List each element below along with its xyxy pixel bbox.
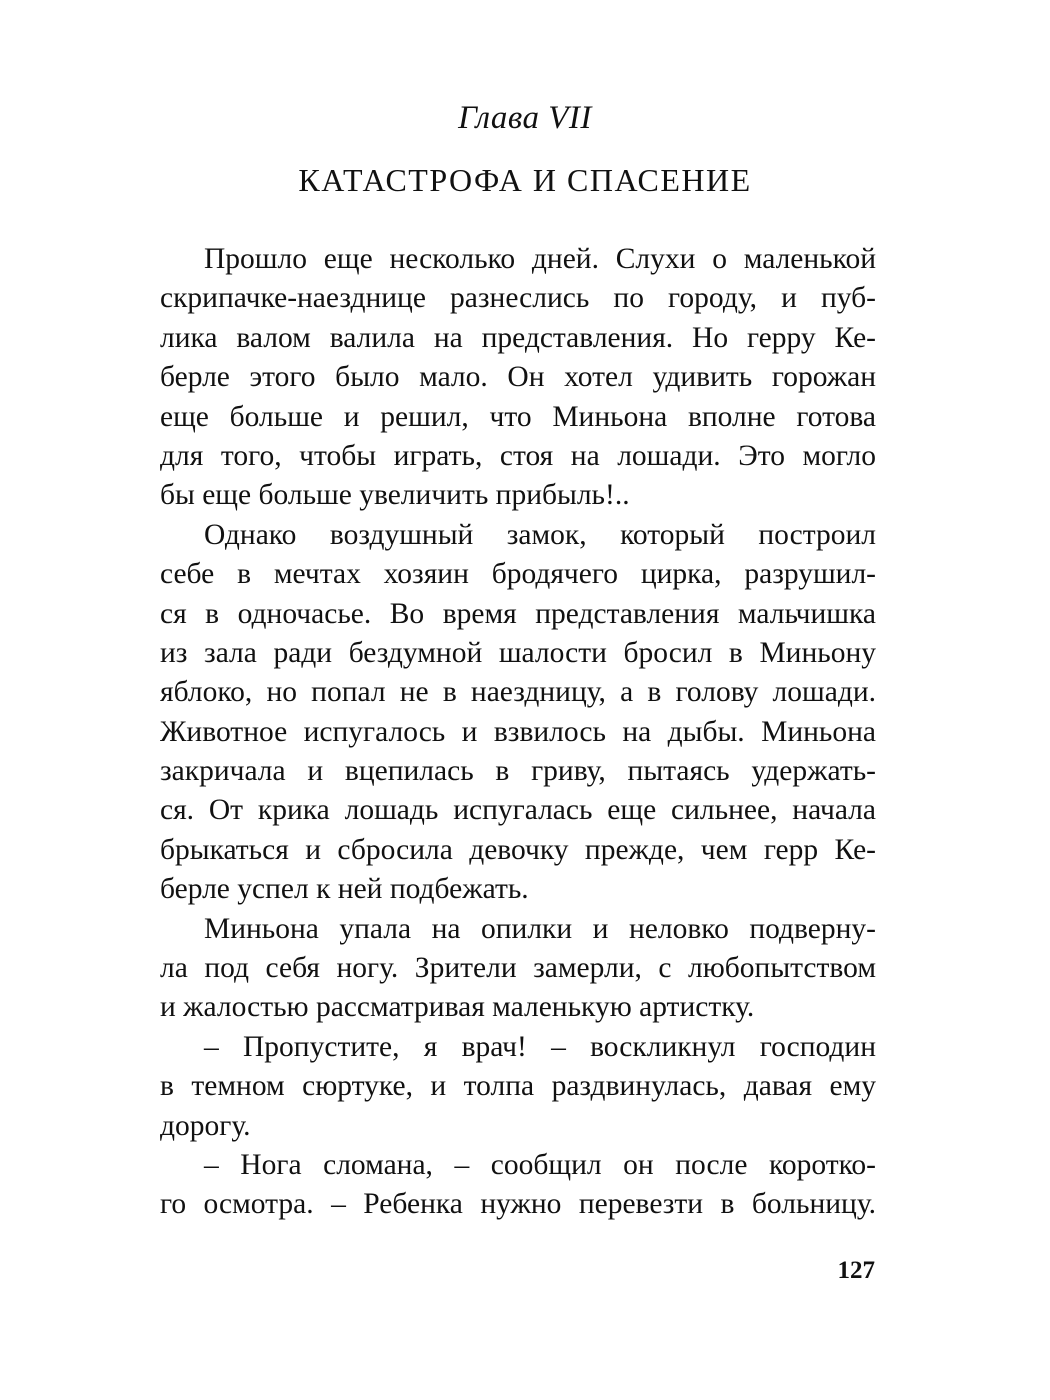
text-line: яблоко, но попал не в наездницу, а в голову лошади.: [160, 676, 876, 709]
text-line: лика валом валила на представления. Но герру Ке-: [160, 321, 876, 354]
text-line: Однако воздушный замок, который построил: [204, 518, 876, 551]
text-line: Прошло еще несколько дней. Слухи о маленькой: [204, 243, 876, 275]
text-line: закричала и вцепилась в гриву, пытаясь удержать-: [160, 755, 876, 788]
page-number: 127: [837, 1257, 875, 1284]
body-text: [160, 240, 876, 1225]
text-line: – Пропустите, я врач! – воскликнул господин: [204, 1030, 876, 1063]
chapter-title: КАТАСТРОФА И СПАСЕНИЕ: [298, 162, 752, 198]
text-line: бы еще больше увеличить прибыль!..: [160, 479, 630, 512]
text-line: еще больше и решил, что Миньона вполне готова: [160, 400, 876, 433]
text-line: ла под себя ногу. Зрители замерли, с любопытством: [160, 952, 876, 985]
text-line: берле этого было мало. Он хотел удивить горожан: [160, 361, 876, 394]
text-line: из зала ради бездумной шалости бросил в Миньону: [160, 636, 876, 669]
dialogue-paragraph: [160, 1146, 876, 1225]
text-line: и жалостью рассматривая маленькую артистку.: [160, 991, 755, 1024]
text-line: скрипачке-наезднице разнеслись по городу, и пуб-: [160, 282, 876, 315]
text-line: берле успел к ней подбежать.: [160, 873, 529, 906]
text-line: Миньона упала на опилки и неловко подверну-: [204, 912, 876, 945]
text-line: ся. От крика лошадь испугалась еще сильнее, начала: [160, 794, 876, 827]
text-line: в темном сюртуке, и толпа раздвинулась, давая ему: [160, 1070, 876, 1103]
paragraph: [160, 240, 876, 516]
text-line: го осмотра. – Ребенка нужно перевезти в больницу.: [160, 1188, 876, 1221]
text-line: брыкаться и сбросила девочку прежде, чем герр Ке-: [160, 833, 876, 866]
text-line: дорогу.: [160, 1109, 251, 1142]
chapter-label: Глава VII: [458, 100, 592, 136]
text-line: себе в мечтах хозяин бродячего цирка, разрушил-: [160, 558, 876, 591]
text-line: ся в одночасье. Во время представления мальчишка: [160, 597, 876, 630]
paragraph: [160, 516, 876, 910]
paragraph: [160, 910, 876, 1028]
text-line: – Нога сломана, – сообщил он после коротко-: [204, 1148, 876, 1181]
dialogue-paragraph: [160, 1028, 876, 1146]
text-line: Животное испугалось и взвилось на дыбы. Миньона: [160, 715, 876, 748]
text-line: для того, чтобы играть, стоя на лошади. Это могло: [160, 439, 876, 472]
